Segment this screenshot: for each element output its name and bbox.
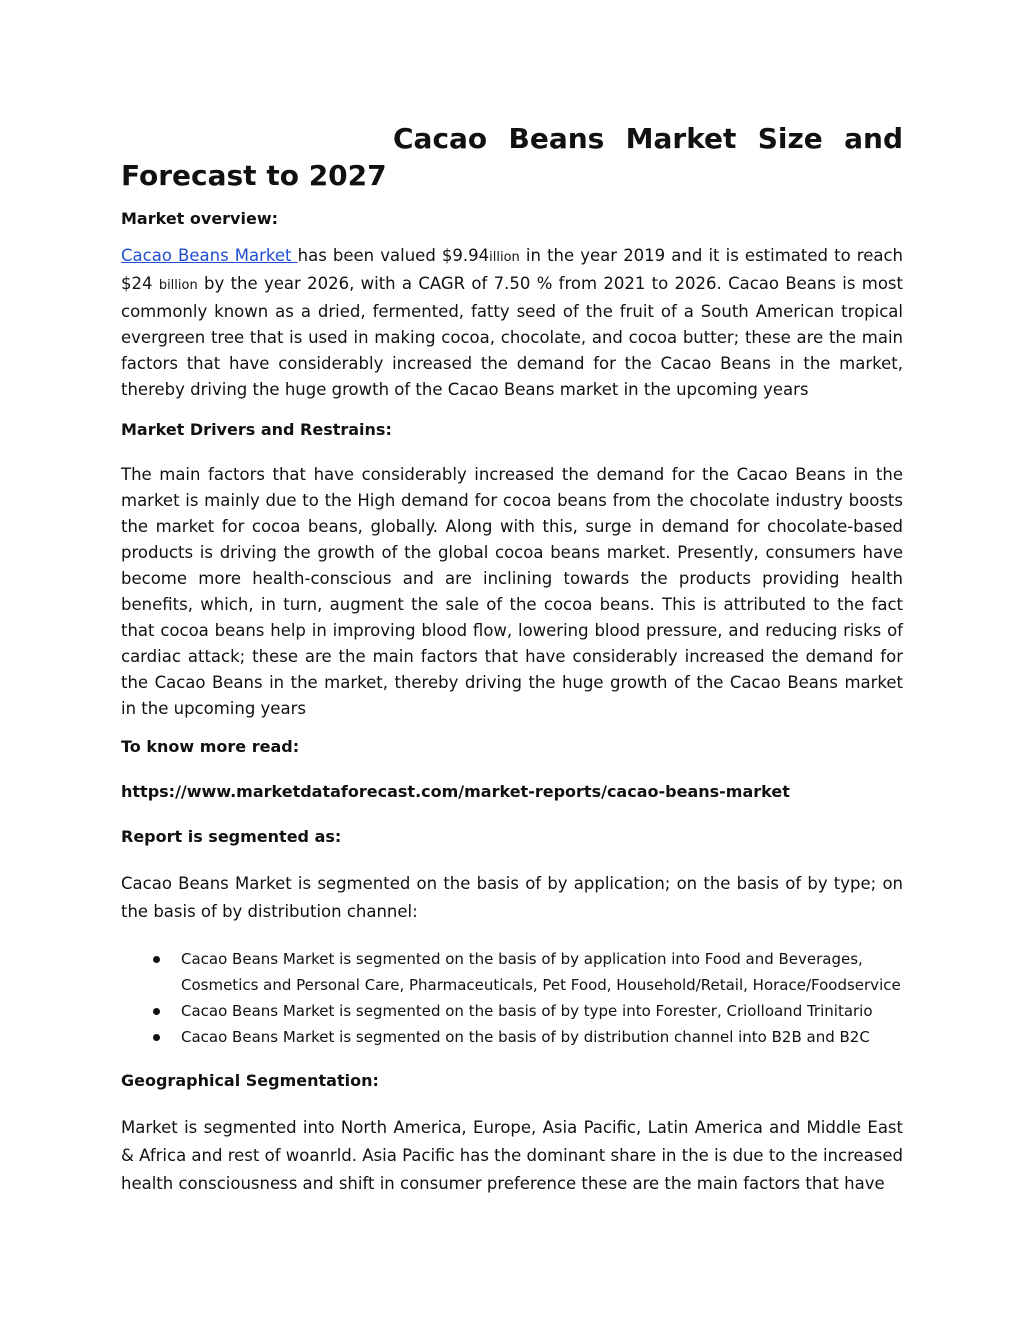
list-item — [121, 1024, 903, 1050]
document-title — [121, 120, 903, 194]
title-word: and — [844, 122, 903, 155]
report-url[interactable]: https://www.marketdataforecast.com/market-reports/cacao-beans-market — [121, 782, 790, 801]
know-more-heading: To know more read: — [121, 737, 300, 756]
title-word: Size — [757, 122, 823, 155]
drivers-paragraph: The main factors that have considerably increased the demand for the Cacao Beans in the market is mainly due to the High demand for cocoa beans from the chocolate industry boosts the market for cocoa beans, globally. Along with this, surge in demand for chocolate-based products is driving the growth of the global cocoa beans market. Presently, consumers have become more health-conscious and are inclining towards the products providing health benefits, which, in turn, augment the sale of the cocoa beans. This is attributed to the fact that cocoa beans help in improving blood flow, lowering blood pressure, and reducing risks of cardiac attack; these are the main factors that have considerably increased the demand for the Cacao Beans in the market, thereby driving the huge growth of the Cacao Beans market in the upcoming years — [121, 465, 903, 718]
segmentation-list — [121, 946, 903, 1050]
overview-text-a: has been valued $9.94 — [297, 246, 490, 265]
bullet-icon — [153, 956, 160, 963]
list-item-text: Cacao Beans Market is segmented on the basis of by application into Food and Beverages, Cosmetics and Personal Care, Pharmaceuticals, Pet Food, Household/Retail, Horace/Foodservice — [181, 950, 901, 994]
cacao-beans-market-link[interactable]: Cacao Beans Market — [121, 246, 298, 265]
list-item-text: Cacao Beans Market is segmented on the basis of by type into Forester, Criolloand Trinitario — [181, 1002, 873, 1020]
segmentation-heading: Report is segmented as: — [121, 827, 342, 846]
market-overview-paragraph — [121, 243, 903, 403]
overview-unit-b: billion — [158, 278, 198, 293]
title-word: Beans — [508, 122, 605, 155]
title-word: Market — [625, 122, 737, 155]
overview-text-c: by the year 2026, with a CAGR of 7.50 % from 2021 to 2026. Cacao Beans is most commonly known as a dried, fermented, fatty seed of the fruit of a South American tropical evergreen tree that is used in making cocoa, chocolate, and cocoa butter; these are the main factors that have considerably increased the demand for the Cacao Beans in the market, thereby driving the huge growth of the Cacao Beans market in the upcoming years — [121, 274, 903, 399]
title-line-1 — [121, 120, 903, 157]
segmentation-intro: Cacao Beans Market is segmented on the basis of by application; on the basis of by type; on the basis of by distribution channel: — [121, 874, 903, 921]
bullet-icon — [153, 1034, 160, 1041]
title-word: Cacao — [393, 122, 488, 155]
geo-paragraph: Market is segmented into North America, Europe, Asia Pacific, Latin America and Middle East & Africa and rest of woanrld. Asia Pacific has the dominant share in the is due to the increased health consciousness and shift in consumer preference these are the main factors that have — [121, 1118, 903, 1193]
market-overview-heading: Market overview: — [121, 209, 278, 228]
geo-heading: Geographical Segmentation: — [121, 1071, 379, 1090]
list-item — [121, 946, 903, 998]
overview-text-b: in the year 2019 and it is estimated to reach $24 — [121, 246, 904, 293]
document-body — [121, 120, 903, 1198]
bullet-icon — [153, 1008, 160, 1015]
list-item — [121, 998, 903, 1024]
title-line-2: Forecast to 2027 — [121, 159, 387, 192]
list-item-text: Cacao Beans Market is segmented on the basis of by distribution channel into B2B and B2C — [181, 1028, 870, 1046]
drivers-heading: Market Drivers and Restrains: — [121, 420, 392, 439]
overview-unit-a: illion — [489, 250, 520, 265]
